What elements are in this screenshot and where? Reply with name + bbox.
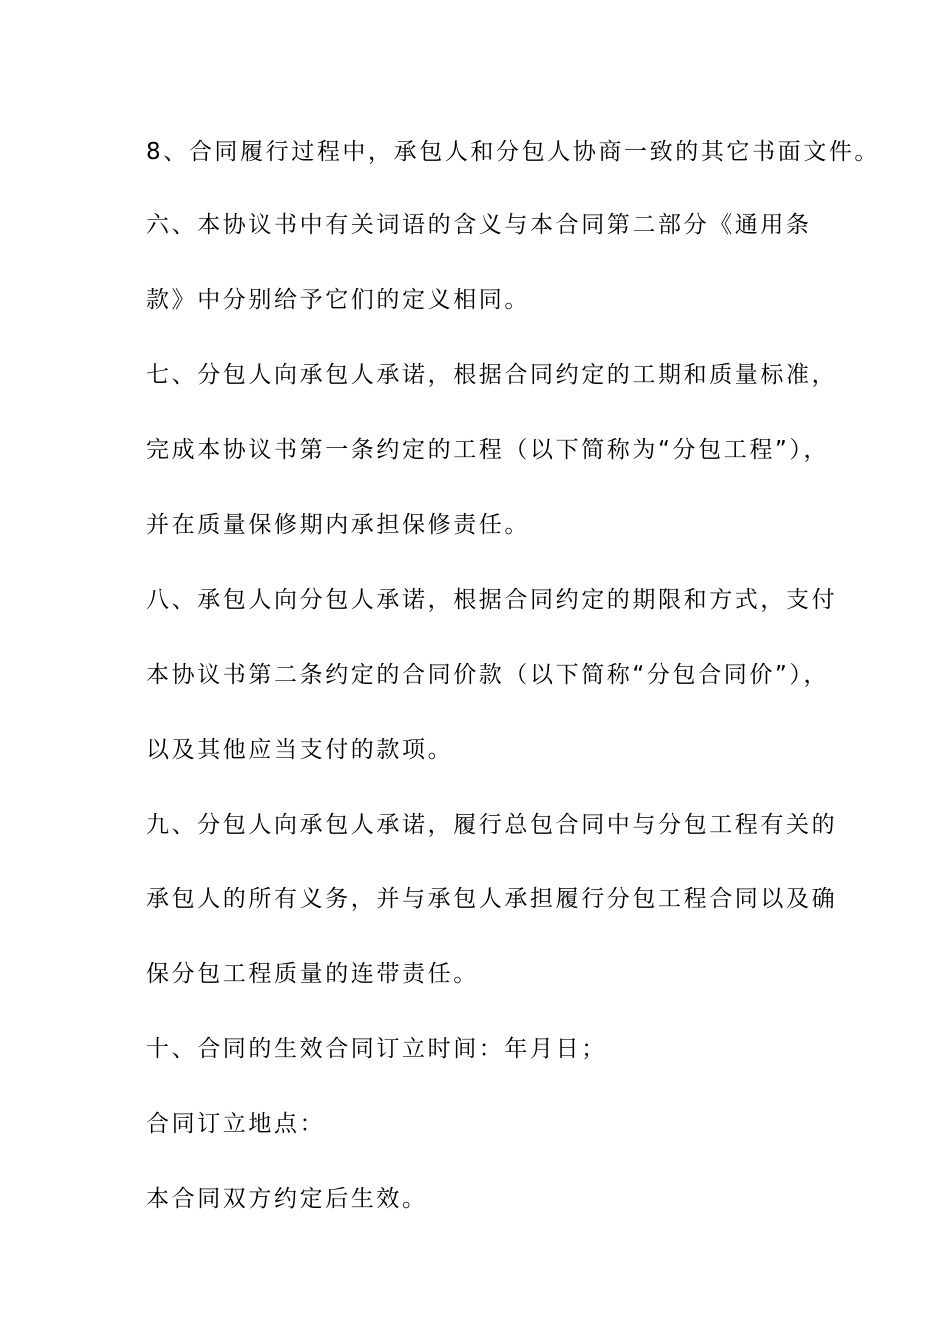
text-line-clause-10: 十、合同的生效合同订立时间：年月日； <box>146 1036 607 1062</box>
text-line-clause-9: 九、分包人向承包人承诺，履行总包合同中与分包工程有关的 <box>146 812 838 838</box>
text-line-clause-6-cont: 款》中分别给予它们的定义相同。 <box>146 287 530 313</box>
text-line-clause-9-cont-1: 承包人的所有义务，并与承包人承担履行分包工程合同以及确 <box>146 886 838 912</box>
text-line-clause-7: 七、分包人向承包人承诺，根据合同约定的工期和质量标准， <box>146 362 838 388</box>
text-line-clause-6: 六、本协议书中有关词语的含义与本合同第二部分《通用条 <box>146 212 812 238</box>
text-line-effective: 本合同双方约定后生效。 <box>146 1186 428 1212</box>
text-line-clause-8-cont-2: 以及其他应当支付的款项。 <box>146 737 454 763</box>
text-line-clause-8-cont-1: 本协议书第二条约定的合同价款（以下简称“分包合同价”）， <box>146 662 830 688</box>
text-line-clause-7-cont-2: 并在质量保修期内承担保修责任。 <box>146 512 530 538</box>
text-line-clause-7-cont-1: 完成本协议书第一条约定的工程（以下简称为“分包工程”）， <box>146 437 830 463</box>
text-line-item-8: 8、合同履行过程中，承包人和分包人协商一致的其它书面文件。 <box>146 139 881 165</box>
text-line-contract-location: 合同订立地点： <box>146 1111 326 1137</box>
text-line-clause-8: 八、承包人向分包人承诺，根据合同约定的期限和方式，支付 <box>146 587 838 613</box>
text-line-clause-9-cont-2: 保分包工程质量的连带责任。 <box>146 961 479 987</box>
